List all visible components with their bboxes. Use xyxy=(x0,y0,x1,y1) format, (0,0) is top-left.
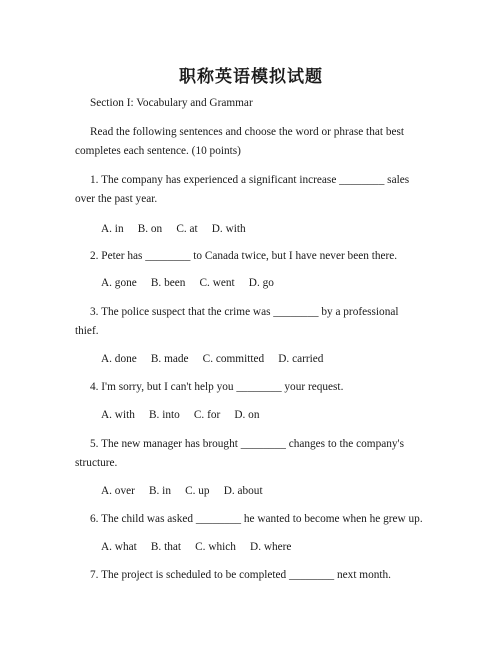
question-1-options: A. in B. on C. at D. with xyxy=(101,223,246,235)
question-4-text: 4. I'm sorry, but I can't help you ________ your request. xyxy=(90,381,344,393)
page-title: 职称英语模拟试题 xyxy=(179,67,323,87)
instructions-line-2: completes each sentence. (10 points) xyxy=(75,145,241,157)
question-3-text-continued: thief. xyxy=(75,325,99,337)
question-6-options: A. what B. that C. which D. where xyxy=(101,541,292,553)
question-5-text-continued: structure. xyxy=(75,457,118,469)
question-5-text: 5. The new manager has brought ________ changes to the company's xyxy=(90,438,404,450)
question-4-options: A. with B. into C. for D. on xyxy=(101,409,260,421)
question-3-text: 3. The police suspect that the crime was ________ by a professional xyxy=(90,306,399,318)
question-7-text: 7. The project is scheduled to be completed ________ next month. xyxy=(90,569,391,581)
question-6-text: 6. The child was asked ________ he wanted to become when he grew up. xyxy=(90,513,423,525)
question-1-text-continued: over the past year. xyxy=(75,193,158,205)
question-5-options: A. over B. in C. up D. about xyxy=(101,485,263,497)
question-2-text: 2. Peter has ________ to Canada twice, but I have never been there. xyxy=(90,250,398,262)
instructions-line-1: Read the following sentences and choose the word or phrase that best xyxy=(90,126,405,138)
question-1-text: 1. The company has experienced a significant increase ________ sales xyxy=(90,174,410,186)
question-2-options: A. gone B. been C. went D. go xyxy=(101,277,274,289)
question-3-options: A. done B. made C. committed D. carried xyxy=(101,353,324,365)
section-heading: Section I: Vocabulary and Grammar xyxy=(90,97,253,109)
